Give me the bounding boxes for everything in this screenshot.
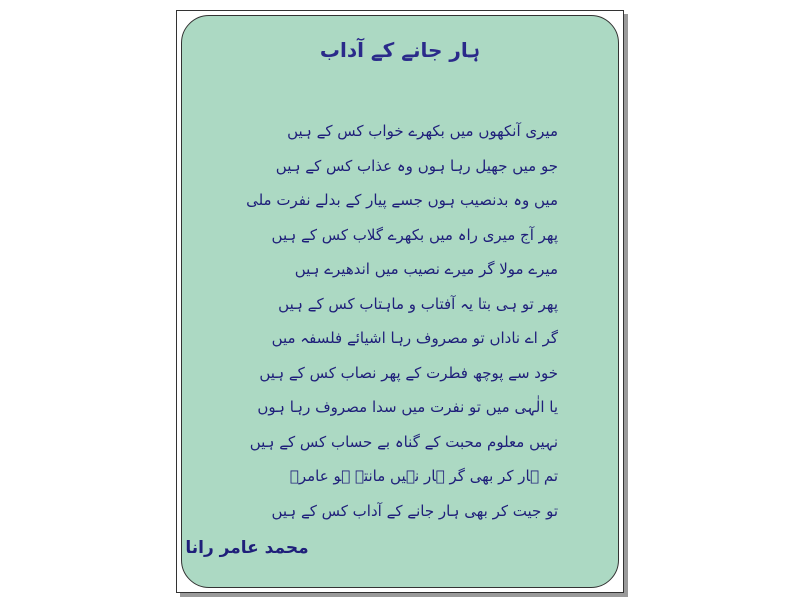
page-frame — [176, 10, 624, 593]
verse-line: میں وہ بدنصیب ہوں جسے پیار کے بدلے نفرت ملی — [246, 191, 558, 209]
verse-line: میری آنکھوں میں بکھرے خواب کس کے ہیں — [287, 122, 558, 140]
verse-line: تو جیت کر بھی ہار جانے کے آداب کس کے ہیں — [271, 501, 558, 520]
verse-line: خود سے پوچھ فطرت کے پھر نصاب کس کے ہیں — [259, 363, 558, 382]
poem-card — [181, 15, 619, 588]
verse-line: جو میں جھیل رہا ہوں وہ عذاب کس کے ہیں — [275, 156, 558, 175]
verse-line: پھر آج میری راہ میں بکھرے گلاب کس کے ہیں — [271, 225, 558, 244]
poem-title: ہار جانے کے آداب — [319, 38, 481, 62]
verse-line: گر اے ناداں تو مصروف رہا اشیائے فلسفہ میں — [271, 329, 558, 347]
verse-line: نہیں معلوم محبت کے گناہ بے حساب کس کے ہیں — [249, 432, 558, 451]
verse-line: پھر تو ہی بتا یہ آفتاب و ماہتاب کس کے ہیں — [278, 294, 558, 313]
verse-line: یا الٰہی میں تو نفرت میں سدا مصروف رہا ہوں — [257, 398, 558, 416]
verse-line: تم ہار کر بھی گر ہار نہیں مانتے ہو عامرؔ — [289, 467, 558, 485]
verse-line: میرے مولا گر میرے نصیب میں اندھیرے ہیں — [294, 260, 558, 278]
poet-signature: محمد عامر رانا — [185, 538, 309, 558]
poem-verses — [238, 114, 558, 528]
